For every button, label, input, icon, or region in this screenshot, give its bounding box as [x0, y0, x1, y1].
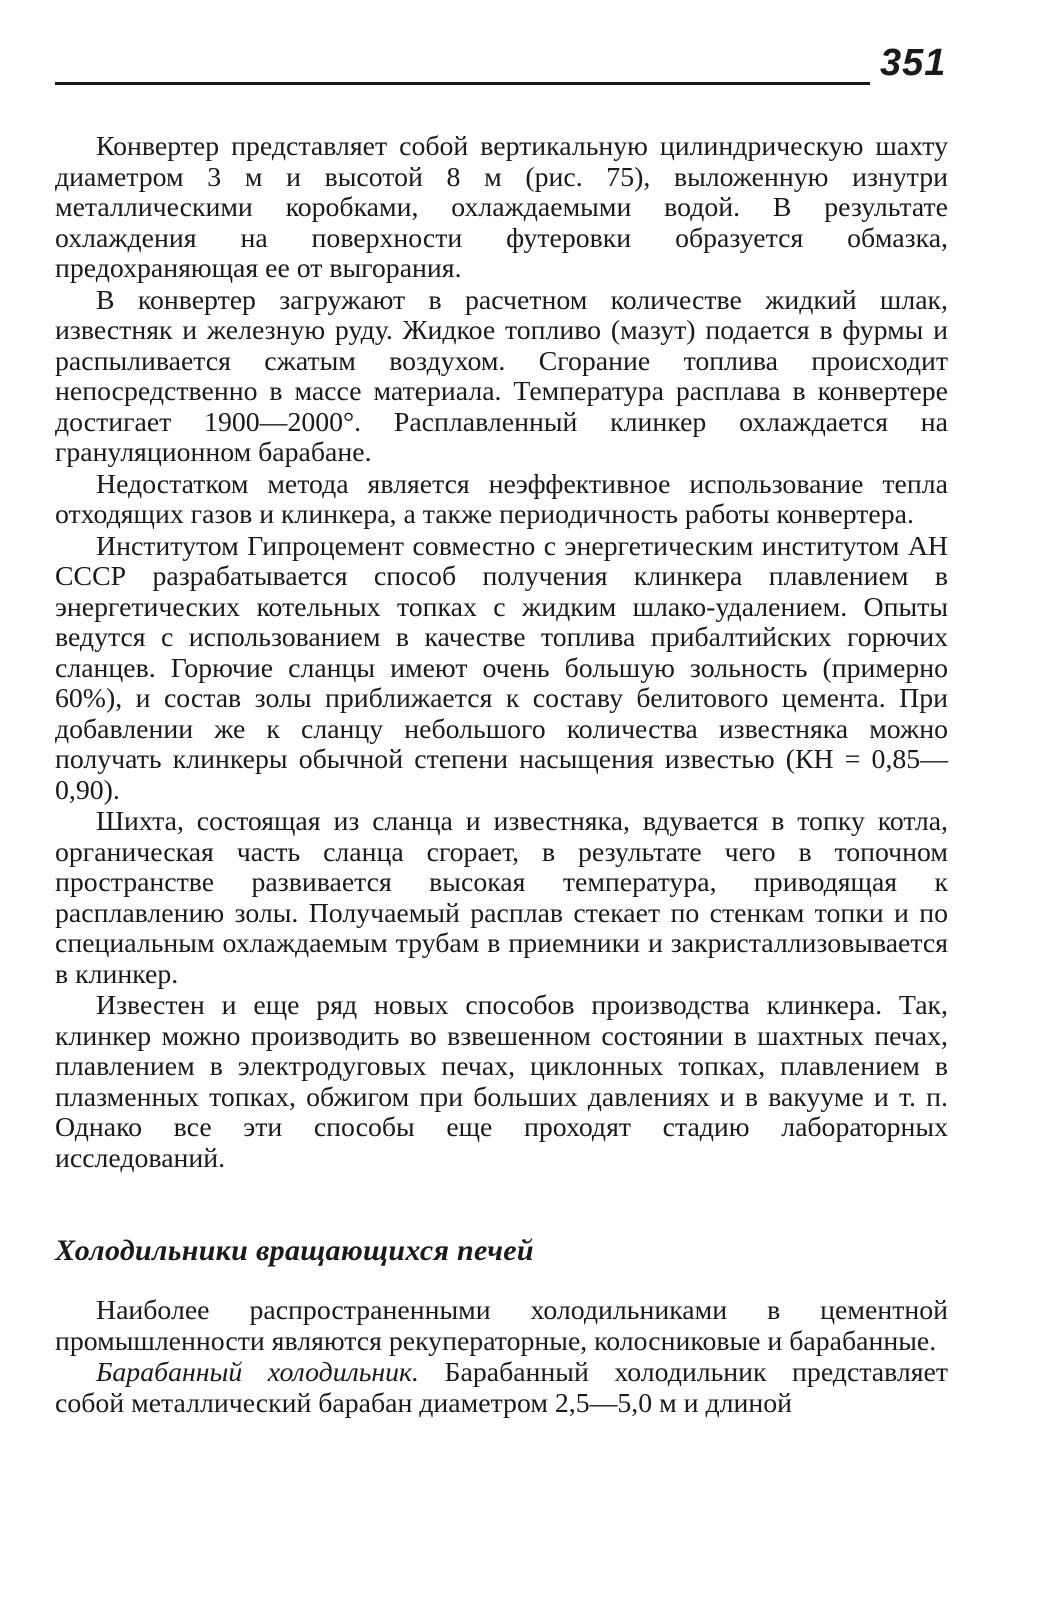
header-rule: [55, 82, 870, 85]
paragraph: В конвертер загружают в расчетном количестве жидкий шлак, известняк и железную руду. Жидкое топливо (мазут) подается в фурмы и распыливается сжатым воздухом. Сгорание топлива происходит непосредственно в массе материала. Температура расплава в конвертере достигает 1900—2000°. Расплавленный клинкер охлаждается на грануляционном барабане.: [55, 284, 948, 468]
paragraph: Конвертер представляет собой вертикальную цилиндрическую шахту диаметром 3 м и высотой 8 м (рис. 75), выложенную изнутри металлическими коробками, охлаждаемыми водой. В результате охлаждения на поверхности футеровки образуется обмазка, предохраняющая ее от выгорания.: [55, 131, 948, 284]
paragraph: Шихта, состоящая из сланца и известняка, вдувается в топку котла, органическая часть сланца сгорает, в результате чего в топочном пространстве развивается высокая температура, приводящая к расплавлению золы. Получаемый расплав стекает по стенкам топки и по специальным охлаждаемым трубам в приемники и закристаллизовывается в клинкер.: [55, 806, 948, 990]
text-block-coolers: [55, 1296, 948, 1420]
paragraph-drum-cooler: [55, 1358, 948, 1419]
paragraph-text: Барабанный холодильник представляет собой металлический барабан диаметром 2,5—5,0 м и длиной: [55, 1357, 949, 1419]
paragraph: Недостатком метода является неэффективное использование тепла отходящих газов и клинкера, а также периодичность работы конвертера.: [55, 468, 948, 530]
paragraph: Наиболее распространенными холодильниками в цементной промышленности являются рекуператорные, колосниковые и барабанные.: [55, 1295, 948, 1357]
section-heading: Холодильники вращающихся печей: [55, 1234, 534, 1267]
term-drum-cooler: Барабанный холодильник.: [96, 1357, 420, 1388]
paragraph: Известен и еще ряд новых способов производства клинкера. Так, клинкер можно производить во взвешенном состоянии в шахтных печах, плавлением в электродуговых печах, циклонных топках, плавлением в плазменных топках, обжигом при больших давлениях и в вакууме и т. п. Однако все эти способы еще проходят стадию лабораторных исследований.: [55, 990, 948, 1174]
page-number: 351: [880, 42, 947, 84]
text-block-converter: [55, 132, 948, 1175]
paragraph: Институтом Гипроцемент совместно с энергетическим институтом АН СССР разрабатывается способ получения клинкера плавлением в энергетических котельных топках с жидким шлако-удалением. Опыты ведутся с использованием в качестве топлива прибалтийских горючих сланцев. Горючие сланцы имеют очень большую зольность (примерно 60%), и состав золы приближается к составу белитового цемента. При добавлении же к сланцу небольшого количества известняка можно получать клинкеры обычной степени насыщения известью (КН = 0,85—0,90).: [55, 530, 948, 806]
